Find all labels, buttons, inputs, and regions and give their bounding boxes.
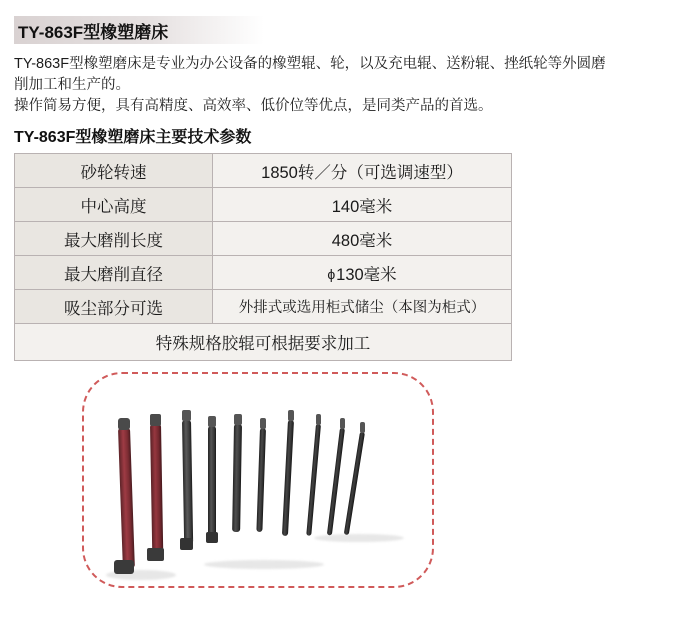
- roller-sample: [208, 426, 216, 538]
- roller-shaft-end: [150, 414, 161, 426]
- table-row: [15, 222, 512, 256]
- roller-sample: [150, 424, 163, 554]
- spec-label: 砂轮转速: [15, 154, 213, 188]
- roller-shaft-end: [206, 532, 218, 543]
- spec-value-diameter: [213, 256, 512, 290]
- spec-note: 特殊规格胶辊可根据要求加工: [15, 324, 512, 361]
- roller-shaft-end: [180, 538, 193, 550]
- spec-label: 吸尘部分可选: [15, 290, 213, 324]
- spec-value: 480毫米: [213, 222, 512, 256]
- roller-sample: [256, 428, 266, 532]
- page-title: TY-863F型橡塑磨床: [18, 22, 169, 42]
- diameter-symbol: ϕ: [327, 265, 337, 282]
- table-row: [15, 154, 512, 188]
- roller-sample: [344, 432, 365, 536]
- spec-value: 外排式或选用柜式储尘（本图为柜式）: [213, 290, 512, 324]
- spec-label: 最大磨削长度: [15, 222, 213, 256]
- table-row: [15, 290, 512, 324]
- roller-shaft-end: [118, 418, 130, 430]
- roller-sample: [232, 424, 242, 532]
- roller-shaft-end: [260, 418, 266, 429]
- roller-sample: [306, 424, 321, 536]
- roller-sample: [282, 420, 294, 536]
- roller-sample: [327, 428, 345, 536]
- roller-shaft-end: [147, 548, 164, 561]
- spec-label: 中心高度: [15, 188, 213, 222]
- product-photo-frame: [82, 372, 434, 588]
- spec-value: 140毫米: [213, 188, 512, 222]
- page-title-bar: [14, 16, 264, 44]
- table-row-note: [15, 324, 512, 361]
- spec-value: 1850转／分（可选调速型）: [213, 154, 512, 188]
- table-row: [15, 256, 512, 290]
- specifications-table: [14, 153, 512, 361]
- roller-shaft-end: [114, 560, 134, 574]
- roller-shaft-end: [234, 414, 242, 425]
- roller-shaft-end: [182, 410, 191, 421]
- roller-shaft-end: [360, 422, 365, 433]
- intro-paragraph-line-3: 操作简易方便，具有高精度、高效率、低价位等优点，是同类产品的首选。: [14, 98, 493, 114]
- roller-shaft-end: [208, 416, 216, 427]
- specs-section-heading: TY-863F型橡塑磨床主要技术参数: [14, 129, 252, 146]
- photo-shadow: [314, 534, 404, 542]
- roller-shaft-end: [288, 410, 294, 421]
- spec-label: 最大磨削直径: [15, 256, 213, 290]
- roller-sample: [182, 420, 193, 544]
- table-row: [15, 188, 512, 222]
- photo-shadow: [204, 560, 324, 569]
- intro-paragraph-line-2: 削加工和生产的。: [14, 77, 130, 93]
- spec-value: 130毫米: [336, 265, 397, 284]
- roller-sample: [118, 428, 135, 568]
- roller-shaft-end: [316, 414, 321, 425]
- roller-samples-illustration: [84, 374, 434, 588]
- roller-shaft-end: [340, 418, 345, 429]
- intro-paragraph-line-1: TY-863F型橡塑磨床是专业为办公设备的橡塑辊、轮，以及充电辊、送粉辊、挫纸轮等外圆磨: [14, 56, 606, 72]
